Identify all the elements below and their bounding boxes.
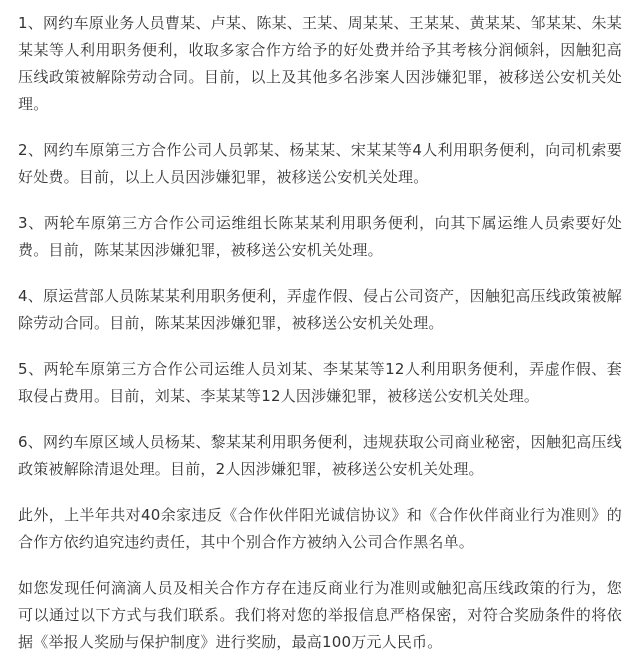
paragraph-case-2: 2、网约车原第三方合作公司人员郭某、杨某某、宋某某等4人利用职务便利，向司机索要好处费。目前，以上人员因涉嫌犯罪，被移送公安机关处理。: [18, 141, 622, 186]
paragraph-case-3: 3、两轮车原第三方合作公司运维组长陈某某利用职务便利，向其下属运维人员索要好处费。目前，陈某某因涉嫌犯罪，被移送公安机关处理。: [18, 214, 622, 259]
paragraph-case-5: 5、两轮车原第三方合作公司运维人员刘某、李某某等12人利用职务便利，弄虚作假、套取侵占费用。目前，刘某、李某某等12人因涉嫌犯罪，被移送公安机关处理。: [18, 360, 622, 405]
paragraph-report-contact: 如您发现任何滴滴人员及相关合作方存在违反商业行为准则或触犯高压线政策的行为，您可以通过以下方式与我们联系。我们将对您的举报信息严格保密，对符合奖励条件的将依据《举报人奖励与保护制度》进行奖励，最高100万元人民币。: [18, 579, 622, 651]
paragraph-case-4: 4、原运营部人员陈某某利用职务便利，弄虚作假、侵占公司资产，因触犯高压线政策被解除劳动合同。目前，陈某某因涉嫌犯罪，被移送公安机关处理。: [18, 287, 622, 332]
paragraph-case-1: 1、网约车原业务人员曹某、卢某、陈某、王某、周某某、王某某、黄某某、邹某某、朱某某某等人利用职务便利，收取多家合作方给予的好处费并给予其考核分润倾斜，因触犯高压线政策被解除劳动合同。目前，以上及其他多名涉案人因涉嫌犯罪，被移送公安机关处理。: [18, 14, 622, 113]
paragraph-case-6: 6、网约车原区域人员杨某、黎某某利用职务便利，违规获取公司商业秘密，因触犯高压线政策被解除清退处理。目前，2人因涉嫌犯罪，被移送公安机关处理。: [18, 433, 622, 478]
paragraph-partners: 此外，上半年共对40余家违反《合作伙伴阳光诚信协议》和《合作伙伴商业行为准则》的合作方依约追究违约责任，其中个别合作方被纳入公司合作黑名单。: [18, 506, 622, 551]
